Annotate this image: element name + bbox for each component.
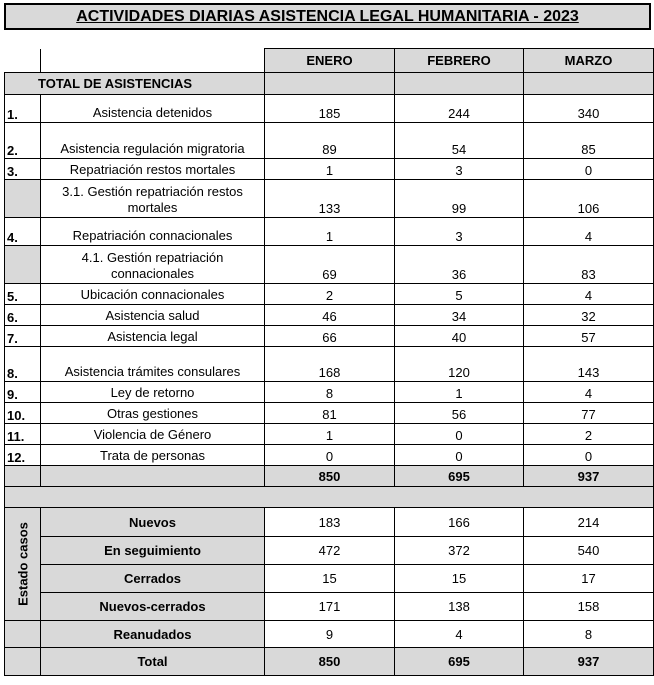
state-row — [5, 508, 654, 537]
state-value: 138 — [395, 593, 524, 621]
row-number: 4. — [5, 218, 41, 246]
row-description: 4.1. Gestión repatriación connacionales — [41, 246, 265, 284]
state-value: 166 — [395, 508, 524, 537]
table-row — [5, 424, 654, 445]
state-value: 8 — [524, 621, 654, 648]
row-value: 0 — [524, 445, 654, 466]
total-heading-row — [5, 73, 654, 95]
month-header-febrero: FEBRERO — [395, 49, 524, 73]
state-row — [5, 537, 654, 565]
state-value: 472 — [265, 537, 395, 565]
row-value: 1 — [395, 382, 524, 403]
row-number: 6. — [5, 305, 41, 326]
row-value: 0 — [265, 445, 395, 466]
row-description: Violencia de Género — [41, 424, 265, 445]
row-number: 10. — [5, 403, 41, 424]
row-value: 83 — [524, 246, 654, 284]
state-description: Cerrados — [41, 565, 265, 593]
row-number: 2. — [5, 123, 41, 159]
row-value: 56 — [395, 403, 524, 424]
assistance-table — [4, 48, 654, 676]
row-value: 168 — [265, 347, 395, 382]
report-title: ACTIVIDADES DIARIAS ASISTENCIA LEGAL HUMANITARIA - 2023 — [4, 3, 651, 30]
row-description: Repatriación restos mortales — [41, 159, 265, 180]
row-value: 2 — [524, 424, 654, 445]
row-description: Asistencia detenidos — [41, 95, 265, 123]
table-row — [5, 382, 654, 403]
state-value: 9 — [265, 621, 395, 648]
final-total-value: 695 — [395, 648, 524, 676]
state-description: Nuevos-cerrados — [41, 593, 265, 621]
state-value: 183 — [265, 508, 395, 537]
table-row — [5, 218, 654, 246]
table-row — [5, 284, 654, 305]
state-blank — [5, 621, 41, 648]
row-value: 1 — [265, 159, 395, 180]
row-number: 11. — [5, 424, 41, 445]
state-label-cell — [5, 508, 41, 621]
row-value: 77 — [524, 403, 654, 424]
table-row — [5, 159, 654, 180]
row-value: 1 — [265, 218, 395, 246]
spacer-cell — [5, 487, 654, 508]
row-description: Asistencia legal — [41, 326, 265, 347]
row-description: Ubicación connacionales — [41, 284, 265, 305]
row-value: 0 — [524, 159, 654, 180]
final-total-value: 937 — [524, 648, 654, 676]
final-total-row — [5, 648, 654, 676]
spacer-row — [5, 487, 654, 508]
table-row — [5, 180, 654, 218]
state-value: 17 — [524, 565, 654, 593]
state-label: Estado casos — [15, 522, 30, 606]
row-value: 36 — [395, 246, 524, 284]
row-value: 133 — [265, 180, 395, 218]
month-header-marzo: MARZO — [524, 49, 654, 73]
total-heading-fill — [395, 73, 524, 95]
total-value: 695 — [395, 466, 524, 487]
row-value: 2 — [265, 284, 395, 305]
row-value: 120 — [395, 347, 524, 382]
table-row — [5, 445, 654, 466]
state-value: 171 — [265, 593, 395, 621]
blank-corner — [5, 49, 41, 73]
total-value: 937 — [524, 466, 654, 487]
row-value: 340 — [524, 95, 654, 123]
final-total-label: Total — [41, 648, 265, 676]
table-row — [5, 326, 654, 347]
row-description: Otras gestiones — [41, 403, 265, 424]
row-value: 3 — [395, 159, 524, 180]
total-value: 850 — [265, 466, 395, 487]
totals-row — [5, 466, 654, 487]
row-value: 0 — [395, 445, 524, 466]
state-value: 15 — [395, 565, 524, 593]
row-number — [5, 180, 41, 218]
row-number: 12. — [5, 445, 41, 466]
row-description: Repatriación connacionales — [41, 218, 265, 246]
table-row — [5, 347, 654, 382]
state-description: En seguimiento — [41, 537, 265, 565]
row-value: 4 — [524, 382, 654, 403]
totals-blank — [5, 466, 41, 487]
row-number — [5, 246, 41, 284]
row-value: 4 — [524, 284, 654, 305]
row-value: 32 — [524, 305, 654, 326]
row-value: 0 — [395, 424, 524, 445]
row-value: 34 — [395, 305, 524, 326]
row-value: 5 — [395, 284, 524, 305]
row-value: 54 — [395, 123, 524, 159]
state-value: 214 — [524, 508, 654, 537]
state-row — [5, 621, 654, 648]
row-description: Asistencia regulación migratoria — [41, 123, 265, 159]
state-description: Reanudados — [41, 621, 265, 648]
row-description: 3.1. Gestión repatriación restos mortales — [41, 180, 265, 218]
final-total-value: 850 — [265, 648, 395, 676]
row-value: 244 — [395, 95, 524, 123]
total-heading: TOTAL DE ASISTENCIAS — [5, 73, 265, 95]
row-value: 40 — [395, 326, 524, 347]
totals-blank — [41, 466, 265, 487]
total-heading-fill — [524, 73, 654, 95]
row-number: 3. — [5, 159, 41, 180]
final-total-blank — [5, 648, 41, 676]
row-value: 143 — [524, 347, 654, 382]
row-value: 69 — [265, 246, 395, 284]
table-row — [5, 95, 654, 123]
state-row — [5, 593, 654, 621]
row-value: 4 — [524, 218, 654, 246]
row-value: 46 — [265, 305, 395, 326]
row-description: Asistencia salud — [41, 305, 265, 326]
row-value: 3 — [395, 218, 524, 246]
row-number: 9. — [5, 382, 41, 403]
state-value: 158 — [524, 593, 654, 621]
month-header-row — [5, 49, 654, 73]
row-description: Trata de personas — [41, 445, 265, 466]
row-value: 81 — [265, 403, 395, 424]
row-value: 185 — [265, 95, 395, 123]
state-value: 372 — [395, 537, 524, 565]
row-value: 66 — [265, 326, 395, 347]
table-row — [5, 403, 654, 424]
state-row — [5, 565, 654, 593]
state-description: Nuevos — [41, 508, 265, 537]
row-number: 5. — [5, 284, 41, 305]
table-row — [5, 123, 654, 159]
blank-corner-desc — [41, 49, 265, 73]
row-value: 89 — [265, 123, 395, 159]
state-value: 4 — [395, 621, 524, 648]
row-description: Ley de retorno — [41, 382, 265, 403]
row-value: 106 — [524, 180, 654, 218]
row-value: 1 — [265, 424, 395, 445]
state-value: 540 — [524, 537, 654, 565]
row-value: 57 — [524, 326, 654, 347]
row-value: 85 — [524, 123, 654, 159]
total-heading-fill — [265, 73, 395, 95]
row-number: 8. — [5, 347, 41, 382]
row-description: Asistencia trámites consulares — [41, 347, 265, 382]
row-number: 1. — [5, 95, 41, 123]
month-header-enero: ENERO — [265, 49, 395, 73]
row-value: 8 — [265, 382, 395, 403]
table-row — [5, 246, 654, 284]
table-row — [5, 305, 654, 326]
state-value: 15 — [265, 565, 395, 593]
row-number: 7. — [5, 326, 41, 347]
row-value: 99 — [395, 180, 524, 218]
